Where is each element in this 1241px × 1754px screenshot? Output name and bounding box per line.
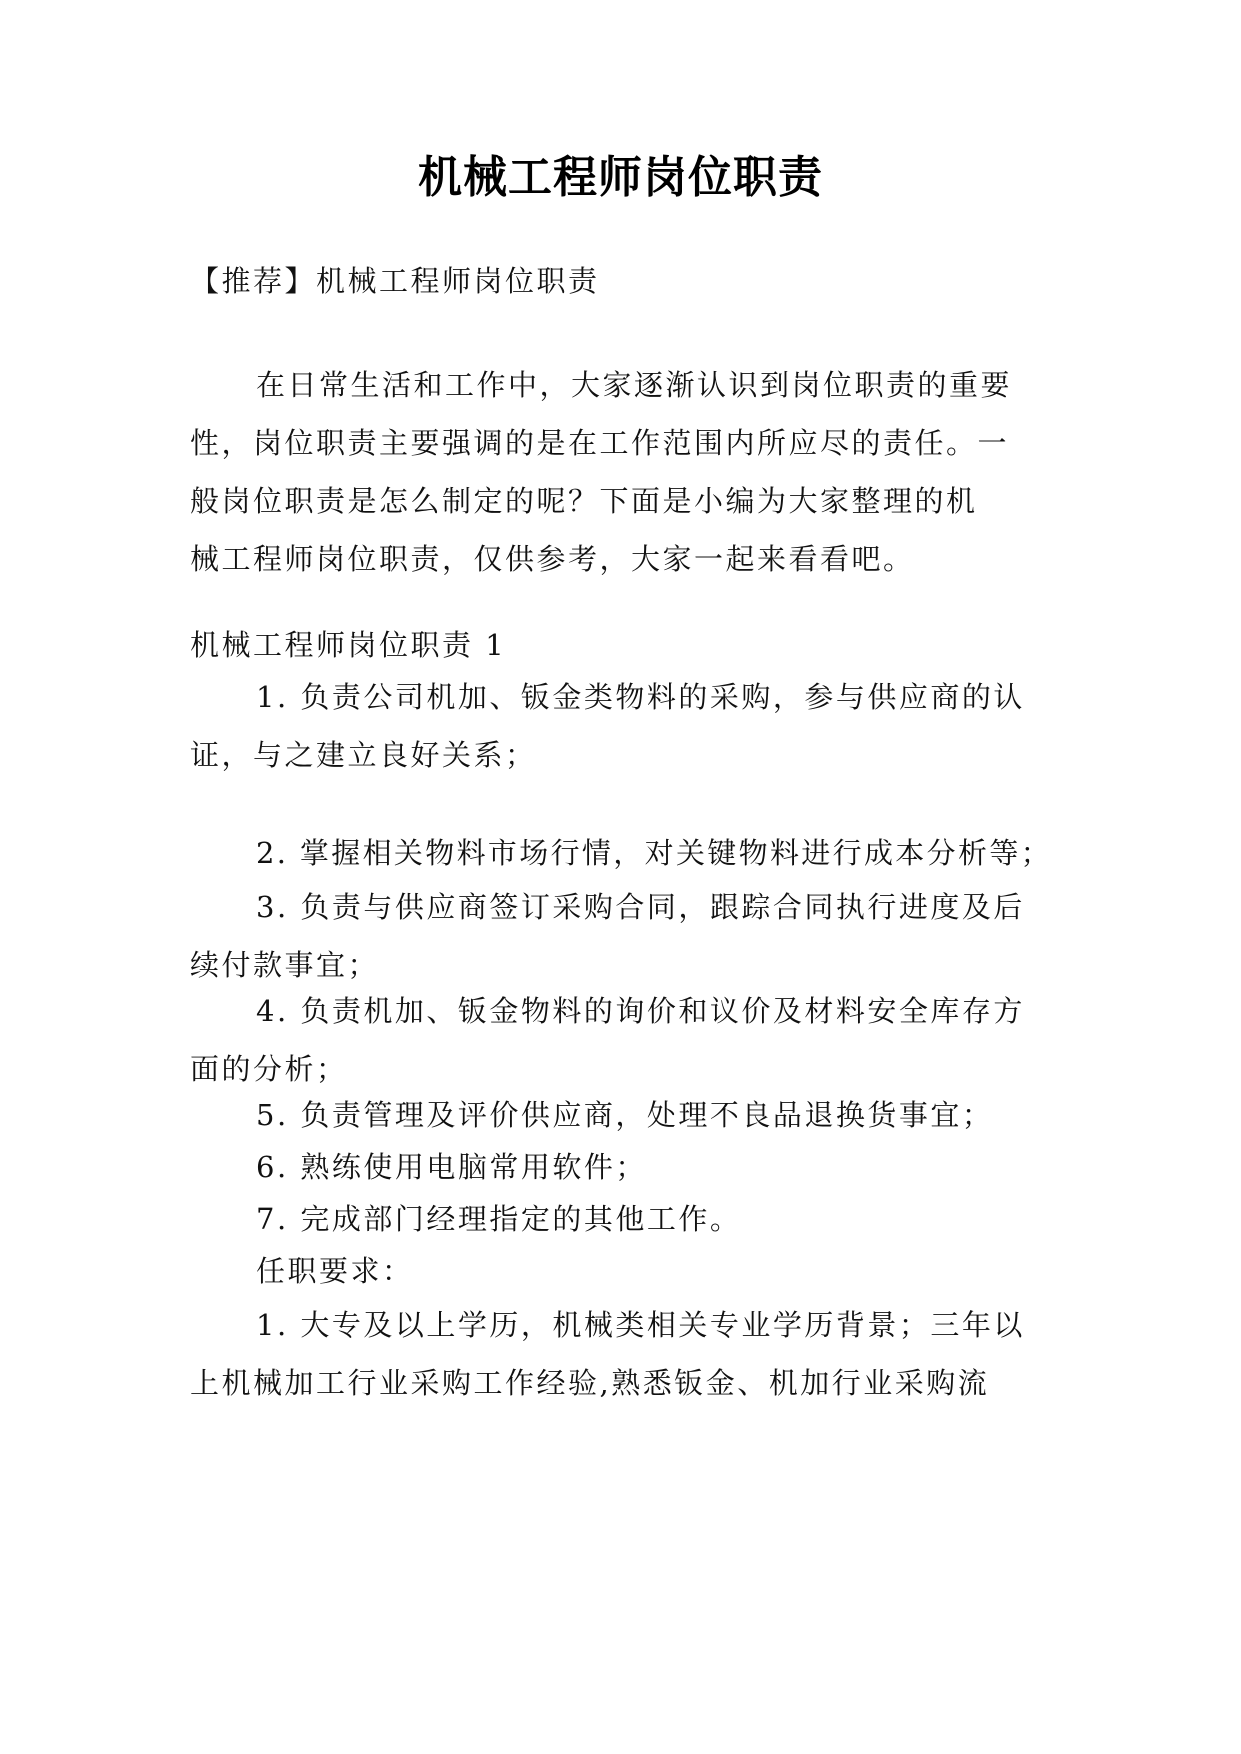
recommend-text: 【推荐】机械工程师岗位职责 — [190, 264, 600, 298]
duty-item-3 — [190, 878, 1052, 994]
intro-line: 在日常生活和工作中，大家逐渐认识到岗位职责的重要 — [256, 368, 1013, 402]
requirement-line: 上机械加工行业采购工作经验,熟悉钣金、机加行业采购流 — [190, 1366, 990, 1400]
section-heading-text: 机械工程师岗位职责 1 — [190, 628, 507, 662]
duty-item-line: 4. 负责机加、钣金物料的询价和议价及材料安全库存方 — [256, 994, 1025, 1028]
requirements-heading — [190, 1242, 1052, 1300]
requirements-heading-text: 任职要求： — [256, 1254, 414, 1288]
recommend-line — [190, 252, 1052, 310]
duty-item-1 — [190, 668, 1052, 784]
intro-line: 械工程师岗位职责，仅供参考，大家一起来看看吧。 — [190, 542, 915, 576]
duty-item-line: 6. 熟练使用电脑常用软件； — [256, 1150, 647, 1184]
duty-item-line: 续付款事宜； — [190, 948, 380, 982]
duty-item-5 — [190, 1086, 1052, 1144]
duty-item-4 — [190, 982, 1052, 1098]
duty-item-line: 1. 负责公司机加、钣金类物料的采购，参与供应商的认 — [256, 680, 1025, 714]
intro-line: 性，岗位职责主要强调的是在工作范围内所应尽的责任。一 — [190, 426, 1010, 460]
requirement-item-1 — [190, 1296, 1052, 1412]
duty-item-6 — [190, 1138, 1052, 1196]
duty-item-line: 面的分析； — [190, 1052, 348, 1086]
intro-line: 般岗位职责是怎么制定的呢？下面是小编为大家整理的机 — [190, 484, 978, 518]
requirement-line: 1. 大专及以上学历，机械类相关专业学历背景；三年以 — [256, 1308, 1025, 1342]
duty-item-line: 证，与之建立良好关系； — [190, 738, 537, 772]
duty-item-7 — [190, 1190, 1052, 1248]
duty-item-line: 3. 负责与供应商签订采购合同，跟踪合同执行进度及后 — [256, 890, 1025, 924]
intro-paragraph — [190, 356, 1052, 588]
duty-item-line: 2. 掌握相关物料市场行情，对关键物料进行成本分析等； — [256, 836, 1052, 870]
document-title: 机械工程师岗位职责 — [418, 152, 823, 203]
duty-item-2 — [190, 824, 1052, 882]
section-heading — [190, 616, 1052, 674]
duty-item-line: 5. 负责管理及评价供应商，处理不良品退换货事宜； — [256, 1098, 994, 1132]
duty-item-line: 7. 完成部门经理指定的其他工作。 — [256, 1202, 742, 1236]
